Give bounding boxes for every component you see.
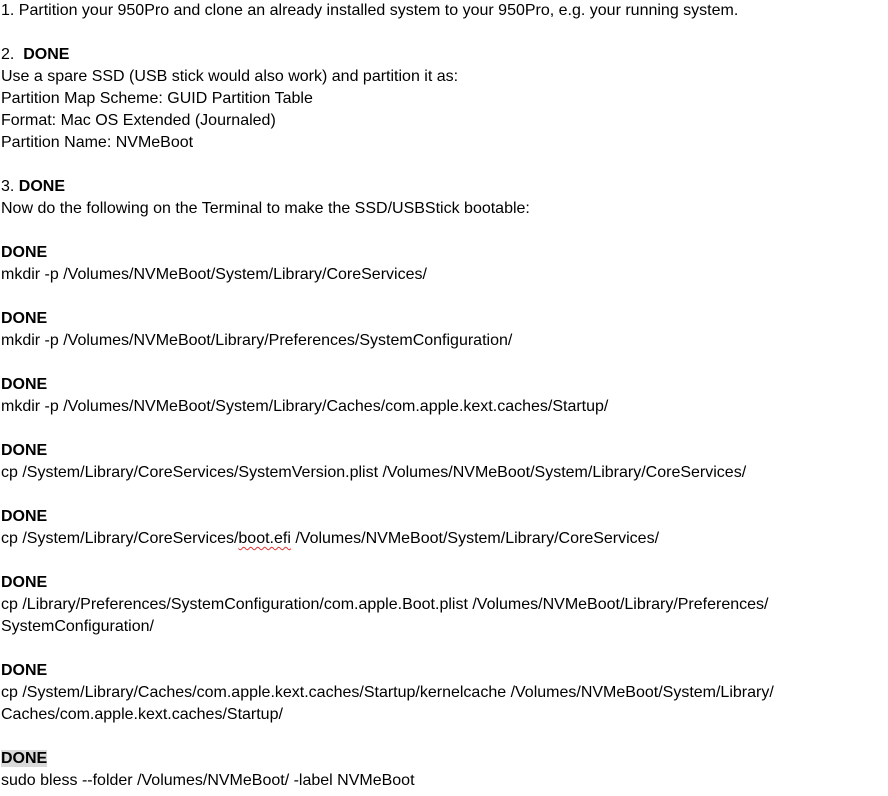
command-2-text: mkdir -p /Volumes/NVMeBoot/Library/Preferences/SystemConfiguration/	[1, 332, 513, 349]
command-8-status[interactable]: DONE	[1, 750, 48, 767]
command-6-text-line-1: cp /Library/Preferences/SystemConfiguration/com.apple.Boot.plist /Volumes/NVMeBoot/Library/Preferences/	[1, 596, 769, 613]
step-2-intro: Use a spare SSD (USB stick would also work) and partition it as:	[1, 68, 459, 85]
spacer	[1, 638, 888, 660]
command-5-text-post: /Volumes/NVMeBoot/System/Library/CoreServices/	[290, 530, 660, 547]
command-3-text: mkdir -p /Volumes/NVMeBoot/System/Library/Caches/com.apple.kext.caches/Startup/	[1, 398, 609, 415]
step-2-number: 2.	[1, 46, 15, 63]
command-8-text: sudo bless --folder /Volumes/NVMeBoot/ -label NVMeBoot	[1, 772, 415, 789]
spacer	[1, 550, 888, 572]
step-2-partition-name: Partition Name: NVMeBoot	[1, 134, 194, 151]
command-5-text	[1, 528, 888, 550]
command-3-status: DONE	[1, 376, 48, 393]
spacer	[1, 418, 888, 440]
command-2-status: DONE	[1, 310, 48, 327]
misspelled-word[interactable]: boot.efi	[238, 530, 291, 547]
step-3-number: 3.	[1, 178, 15, 195]
step-2-status: DONE	[23, 46, 70, 63]
step-2-format: Format: Mac OS Extended (Journaled)	[1, 112, 276, 129]
step-3-intro: Now do the following on the Terminal to make the SSD/USBStick bootable:	[1, 200, 530, 217]
command-7-text-line-2: Caches/com.apple.kext.caches/Startup/	[1, 706, 283, 723]
step-3-status: DONE	[18, 178, 66, 195]
command-5-status: DONE	[1, 508, 48, 525]
spacer	[1, 22, 888, 44]
spacer	[1, 726, 888, 748]
command-8-status-line	[1, 748, 888, 770]
spacer	[1, 484, 888, 506]
command-1-text: mkdir -p /Volumes/NVMeBoot/System/Library/CoreServices/	[1, 266, 427, 283]
command-5-text-pre: cp /System/Library/CoreServices/	[1, 530, 239, 547]
command-4-status: DONE	[1, 442, 48, 459]
spacer	[1, 220, 888, 242]
command-7-text-line-1: cp /System/Library/Caches/com.apple.kext.caches/Startup/kernelcache /Volumes/NVMeBoot/System/Library/	[1, 684, 774, 701]
step-2-heading	[1, 44, 888, 66]
command-1-status: DONE	[1, 244, 48, 261]
command-6-status: DONE	[1, 574, 48, 591]
spacer	[1, 352, 888, 374]
spacer	[1, 286, 888, 308]
step-2-scheme: Partition Map Scheme: GUID Partition Table	[1, 90, 313, 107]
step-3-heading	[1, 176, 888, 198]
step-1-text: 1. Partition your 950Pro and clone an already installed system to your 950Pro, e.g. your running system.	[1, 2, 739, 19]
spacer	[1, 154, 888, 176]
command-6-text-line-2: SystemConfiguration/	[1, 618, 154, 635]
command-4-text: cp /System/Library/CoreServices/SystemVersion.plist /Volumes/NVMeBoot/System/Library/CoreServices/	[1, 464, 747, 481]
command-7-status: DONE	[1, 662, 48, 679]
